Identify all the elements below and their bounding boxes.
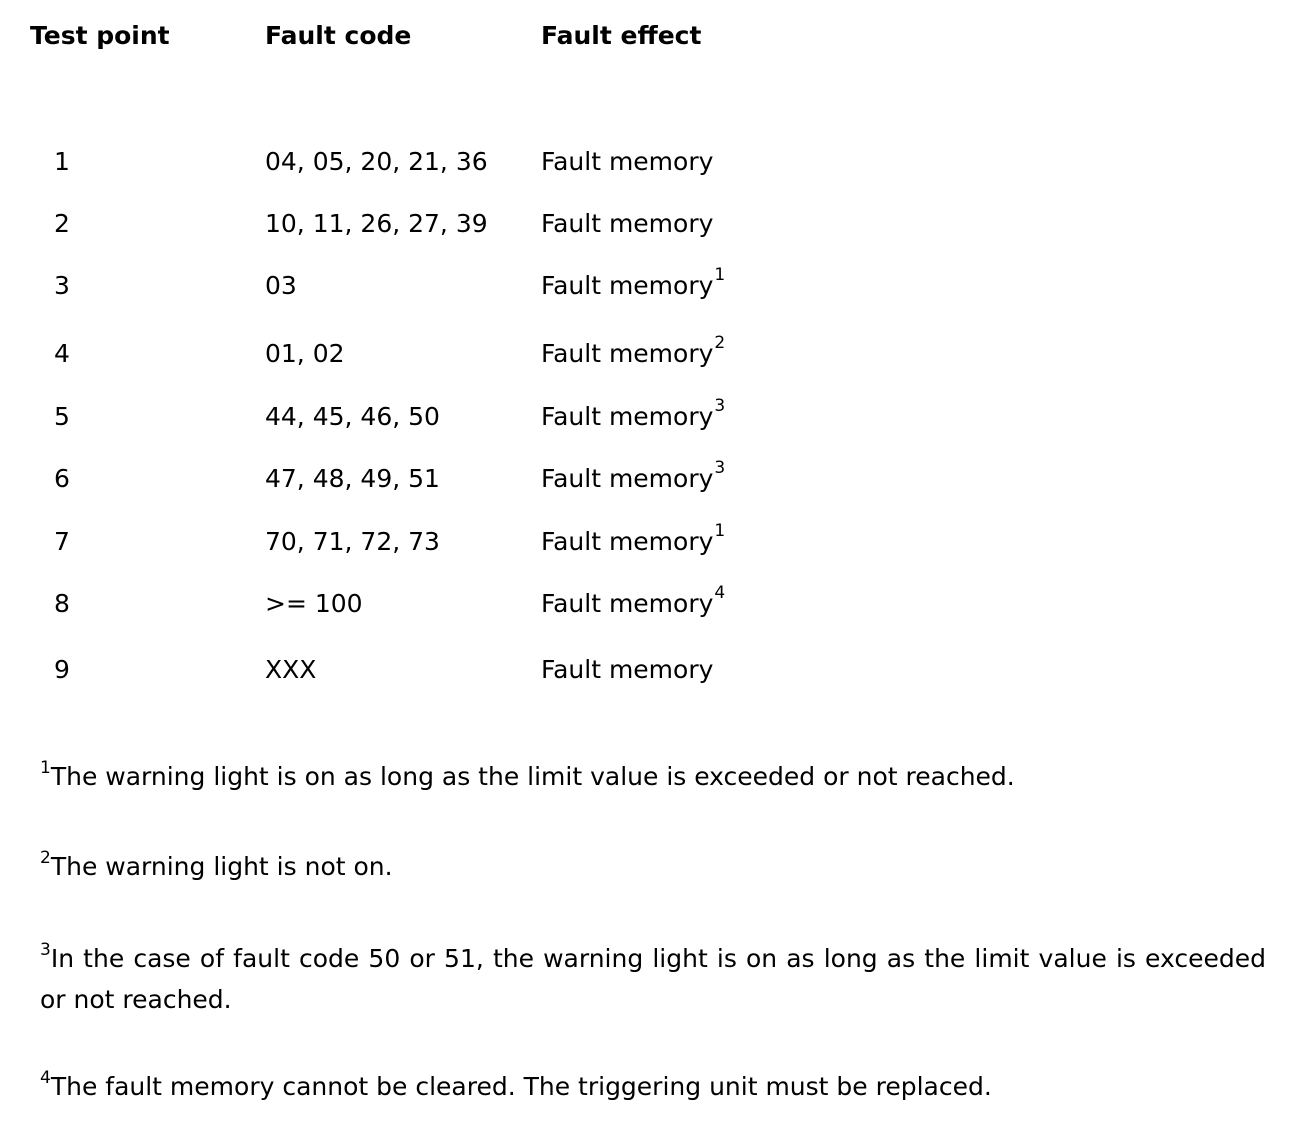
footnote-ref: 3 (714, 396, 726, 416)
fault-effect-text: Fault memory (541, 527, 714, 556)
fault-effect-cell (541, 142, 714, 185)
fault-effect-text: Fault memory (541, 402, 714, 431)
table-row (0, 204, 1312, 244)
test-point-cell: 5 (54, 402, 70, 431)
header-test-point: Test point (30, 21, 170, 50)
fault-effect-text: Fault memory (541, 589, 714, 618)
table-row (0, 584, 1312, 624)
footnote-2 (40, 848, 1266, 889)
fault-code-cell: 47, 48, 49, 51 (265, 464, 440, 493)
test-point-cell: 6 (54, 464, 70, 493)
table-row (0, 334, 1312, 374)
table-row (0, 142, 1312, 182)
footnote-mark: 1 (40, 758, 51, 778)
fault-code-cell: 10, 11, 26, 27, 39 (265, 209, 488, 238)
footnote-text: The warning light is not on. (50, 852, 393, 881)
fault-effect-cell (541, 334, 725, 377)
test-point-cell: 4 (54, 339, 70, 368)
footnote-mark: 4 (40, 1068, 51, 1088)
footnote-mark: 3 (40, 940, 51, 960)
test-point-cell: 9 (54, 655, 70, 684)
fault-effect-cell (541, 650, 714, 693)
fault-effect-text: Fault memory (541, 209, 714, 238)
fault-effect-text: Fault memory (541, 271, 714, 300)
table-row (0, 650, 1312, 690)
fault-effect-cell (541, 397, 725, 440)
fault-code-cell: 04, 05, 20, 21, 36 (265, 147, 488, 176)
test-point-cell: 7 (54, 527, 70, 556)
test-point-cell: 2 (54, 209, 70, 238)
fault-effect-text: Fault memory (541, 147, 714, 176)
fault-effect-cell (541, 266, 725, 309)
fault-code-cell: >= 100 (265, 589, 363, 618)
header-fault-code: Fault code (265, 21, 412, 50)
footnote-ref: 3 (714, 458, 726, 478)
fault-effect-cell (541, 204, 714, 247)
fault-effect-text: Fault memory (541, 339, 714, 368)
footnote-3 (40, 940, 1266, 1019)
footnote-mark: 2 (40, 848, 51, 868)
table-row (0, 522, 1312, 562)
fault-effect-text: Fault memory (541, 464, 714, 493)
fault-code-cell: 70, 71, 72, 73 (265, 527, 440, 556)
fault-effect-cell (541, 522, 725, 565)
header-fault-effect: Fault effect (541, 21, 702, 50)
fault-effect-text: Fault memory (541, 655, 714, 684)
footnote-ref: 4 (714, 583, 726, 603)
fault-effect-cell (541, 584, 725, 627)
test-point-cell: 8 (54, 589, 70, 618)
table-row (0, 266, 1312, 306)
test-point-cell: 3 (54, 271, 70, 300)
test-point-cell: 1 (54, 147, 70, 176)
footnote-ref: 1 (714, 265, 726, 285)
footnote-text: The fault memory cannot be cleared. The triggering unit must be replaced. (50, 1072, 992, 1101)
footnote-4 (40, 1068, 1266, 1109)
footnote-ref: 1 (714, 521, 726, 541)
fault-code-cell: XXX (265, 655, 317, 684)
table-row (0, 459, 1312, 499)
fault-effect-cell (541, 459, 725, 502)
table-row (0, 397, 1312, 437)
footnote-text: In the case of fault code 50 or 51, the warning light is on as long as the limit value is exceeded or not reached. (40, 944, 1266, 1014)
fault-code-cell: 03 (265, 271, 297, 300)
fault-code-cell: 01, 02 (265, 339, 345, 368)
footnote-text: The warning light is on as long as the limit value is exceeded or not reached. (50, 762, 1015, 791)
footnote-ref: 2 (714, 333, 726, 353)
fault-code-cell: 44, 45, 46, 50 (265, 402, 440, 431)
footnote-1 (40, 758, 1266, 799)
